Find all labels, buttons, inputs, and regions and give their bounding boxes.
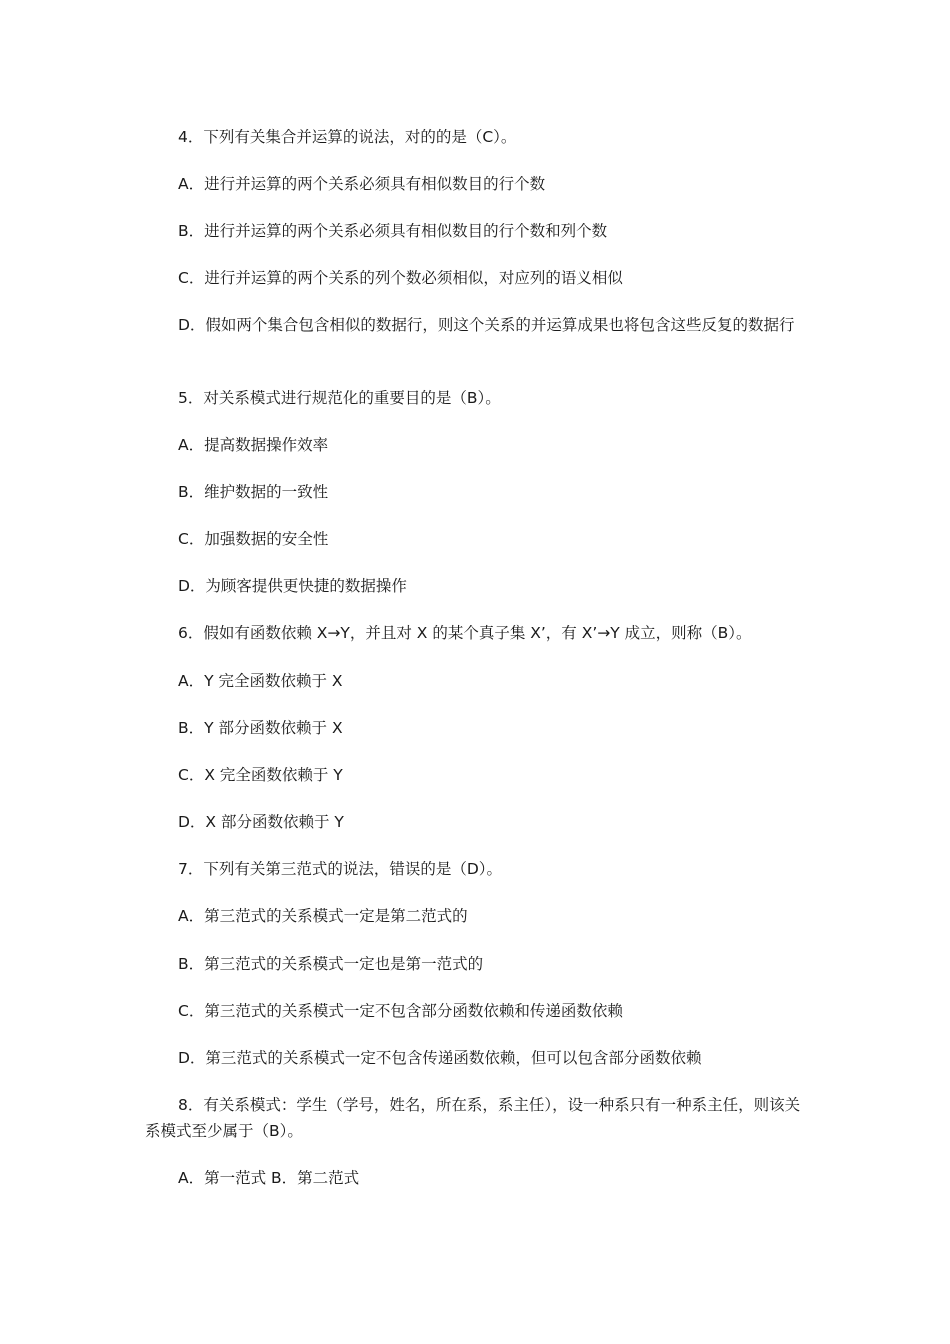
question-5-option-b: B．维护数据的一致性: [178, 483, 329, 501]
question-4-option-b: B．进行并运算的两个关系必须具有相似数目的行个数和列个数: [178, 222, 608, 240]
question-6-option-c: C．X 完全函数依赖于 Y: [178, 766, 343, 784]
question-7-option-c: C．第三范式的关系模式一定不包含部分函数依赖和传递函数依赖: [178, 1002, 623, 1020]
question-5: 5．对关系模式进行规范化的重要目的是（B）。: [178, 389, 501, 407]
question-6-option-a: A．Y 完全函数依赖于 X: [178, 672, 343, 690]
question-5-option-a: A．提高数据操作效率: [178, 436, 329, 454]
question-4-option-d: D．假如两个集合包含相似的数据行，则这个关系的并运算成果也将包含这些反复的数据行: [178, 316, 795, 334]
question-6-option-b: B．Y 部分函数依赖于 X: [178, 719, 343, 737]
question-5-option-c: C．加强数据的安全性: [178, 530, 329, 548]
question-4-option-a: A．进行并运算的两个关系必须具有相似数目的行个数: [178, 175, 546, 193]
question-4-option-c: C．进行并运算的两个关系的列个数必须相似，对应列的语义相似: [178, 269, 623, 287]
question-7-option-a: A．第三范式的关系模式一定是第二范式的: [178, 907, 468, 925]
question-5-option-d: D．为顾客提供更快捷的数据操作: [178, 577, 407, 595]
question-8-options-ab: A．第一范式 B．第二范式: [178, 1169, 360, 1187]
question-6: 6．假如有函数依赖 X→Y，并且对 X 的某个真子集 X’，有 X’→Y 成立，则称（B）。: [178, 624, 752, 642]
question-7: 7．下列有关第三范式的说法，错误的是（D）。: [178, 860, 503, 878]
question-7-option-b: B．第三范式的关系模式一定也是第一范式的: [178, 955, 484, 973]
question-7-option-d: D．第三范式的关系模式一定不包含传递函数依赖，但可以包含部分函数依赖: [178, 1049, 702, 1067]
question-8: 8．有关系模式：学生（学号，姓名，所在系，系主任），设一种系只有一种系主任，则该关系模式至少属于（B）。: [145, 1096, 801, 1140]
question-4: 4．下列有关集合并运算的说法，对的的是（C）。: [178, 128, 517, 146]
question-6-option-d: D．X 部分函数依赖于 Y: [178, 813, 344, 831]
